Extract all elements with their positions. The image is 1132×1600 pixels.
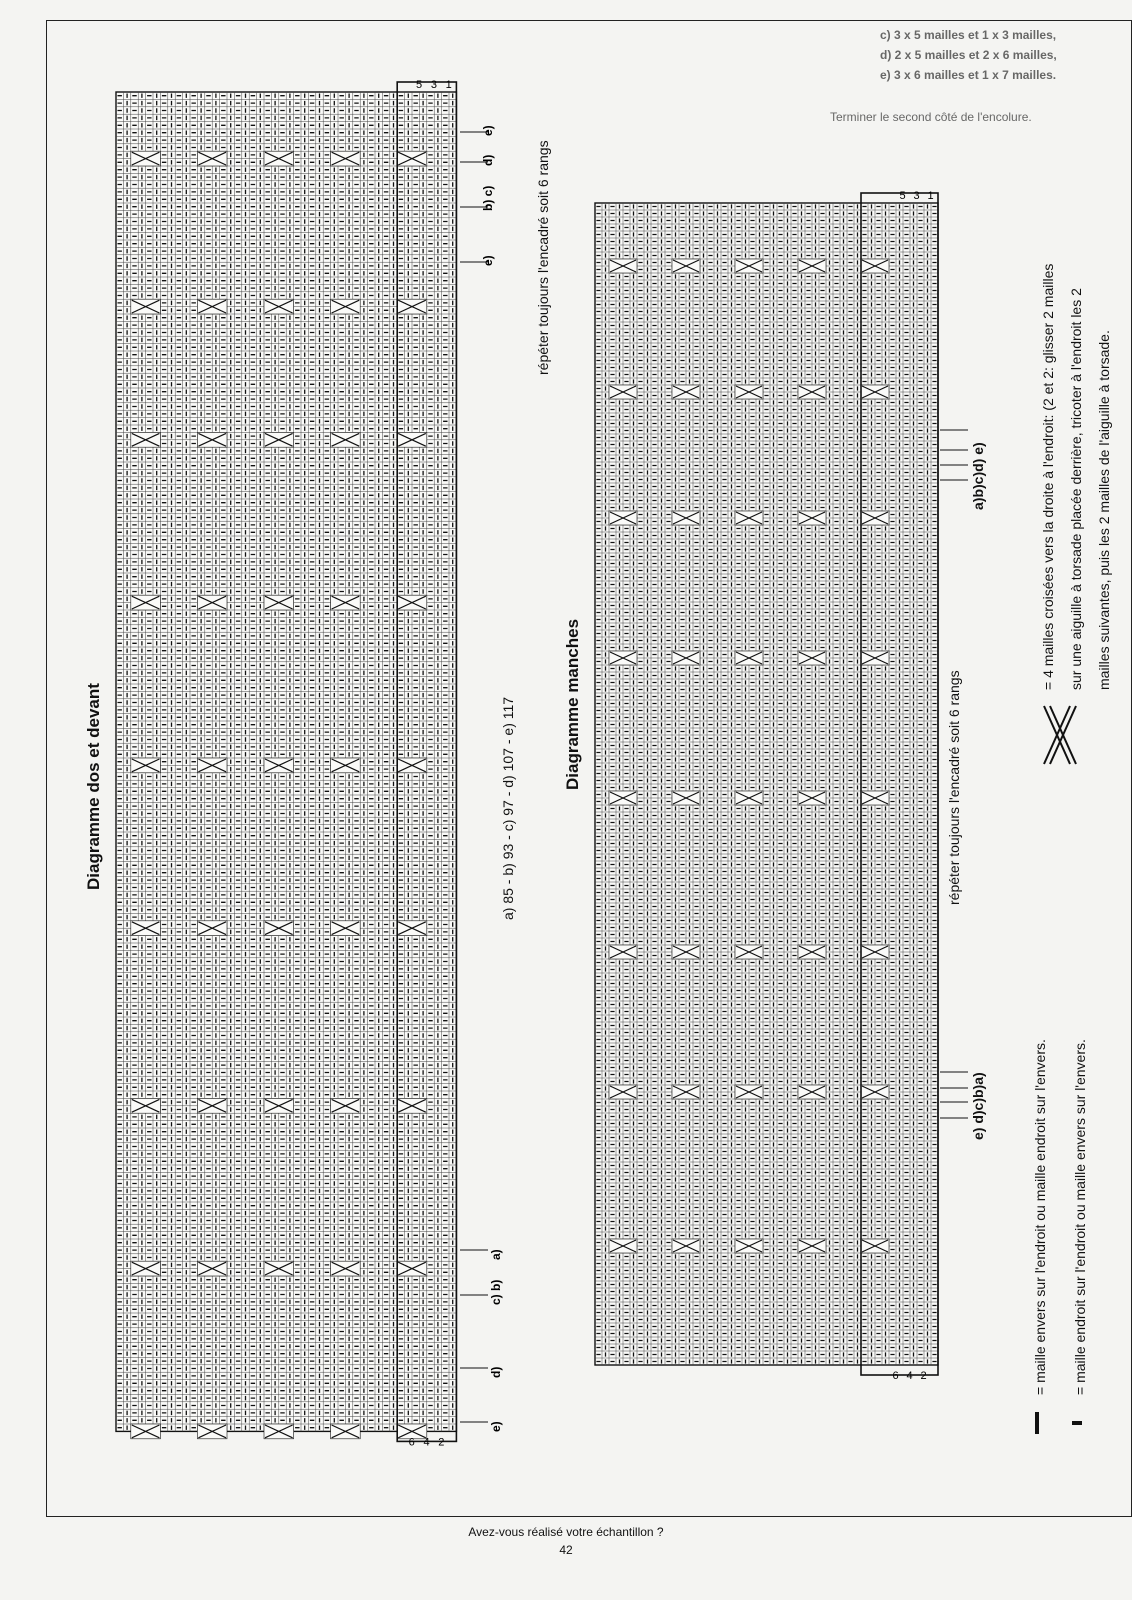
size-mark-label: e) <box>481 255 495 266</box>
sleeve-diagram-title: Diagramme manches <box>563 618 582 790</box>
size-mark-label: e) <box>489 1421 503 1432</box>
sleeve-repeat-note: répéter toujours l'encadré soit 6 rangs <box>946 670 962 905</box>
size-mark-label: b) c) <box>481 185 495 211</box>
purl-dash-icon <box>1030 1408 1044 1438</box>
bg-text-line: c) 3 x 5 mailles et 1 x 3 mailles, <box>880 28 1057 42</box>
legend-cable-text-1: = 4 mailles croisées vers la droite à l'endroit: (2 et 2: glisser 2 mailles <box>1040 263 1056 690</box>
row-number-label: 4 <box>423 1436 430 1449</box>
page-number: 42 <box>559 1543 573 1557</box>
row-number-label: 1 <box>927 190 934 202</box>
size-mark-label: d) <box>481 154 495 166</box>
row-number-label: 6 <box>892 1370 899 1382</box>
row-number-label: 1 <box>445 79 452 91</box>
row-number-label: 4 <box>906 1370 913 1382</box>
body-stitch-counts: a) 85 - b) 93 - c) 97 - d) 107 - e) 117 <box>500 696 516 920</box>
bg-text-line: e) 3 x 6 mailles et 1 x 7 mailles. <box>880 68 1057 82</box>
cable-cross-icon <box>1038 700 1078 770</box>
row-number-label: 6 <box>408 1436 415 1449</box>
body-diagram-title: Diagramme dos et devant <box>84 683 103 890</box>
legend-cable-text-3: mailles suivantes, puis les 2 mailles de l'aiguille à torsade. <box>1096 330 1112 690</box>
legend-cable-text-2: sur une aiguille à torsade placée derrière, tricoter à l'endroit les 2 <box>1068 288 1084 690</box>
legend-knit-text: = maille endroit sur l'endroit ou maille envers sur l'envers. <box>1072 1039 1088 1395</box>
row-number-label: 3 <box>913 190 920 202</box>
size-mark-label: c) b) <box>489 1279 503 1305</box>
row-number-label: 5 <box>416 79 423 91</box>
footer-question: Avez-vous réalisé votre échantillon ? <box>468 1525 664 1539</box>
legend-purl-text: = maille envers sur l'endroit ou maille endroit sur l'envers. <box>1032 1039 1048 1395</box>
bg-text-line: Terminer le second côté de l'encolure. <box>830 110 1032 124</box>
row-number-label: 3 <box>430 79 437 91</box>
sleeve-size-marks-bottom: e) d)c)b)a) <box>970 1072 986 1140</box>
size-mark-label: e) <box>481 125 495 136</box>
row-number-label: 2 <box>438 1436 445 1449</box>
knit-bar-icon <box>1070 1408 1084 1438</box>
row-number-label: 2 <box>920 1370 927 1382</box>
row-number-label: 5 <box>899 190 906 202</box>
body-repeat-note: répéter toujours l'encadré soit 6 rangs <box>535 140 551 375</box>
size-mark-label: a) <box>489 1249 503 1260</box>
size-mark-label: d) <box>489 1366 503 1378</box>
sleeve-size-marks-top: a)b)c)d) e) <box>970 442 986 510</box>
bg-text-line: d) 2 x 5 mailles et 2 x 6 mailles, <box>880 48 1057 62</box>
